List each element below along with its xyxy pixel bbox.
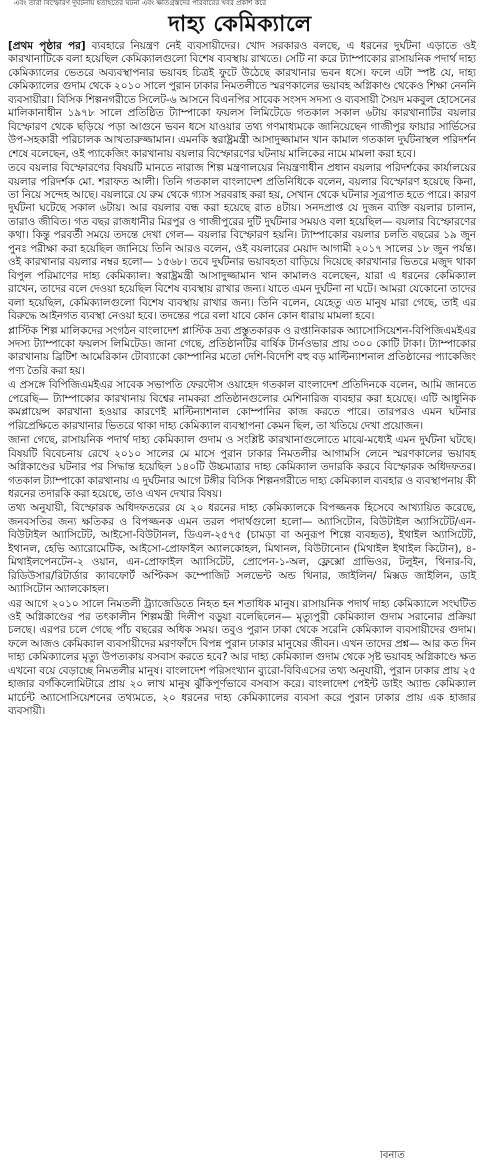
article-paragraph: তথ্য অনুযায়ী, বিস্ফোরক অধিদফতরের যে ২০ ধরনের দাহ্য কেমিক্যালকে বিপজ্জনক হিসেবে আখ্যায়িত করেছে, জনবসতির জন্য ক্ষতিকর ও বিপজ্জনক এমন তরল পদার্থগুলো হলো— অ্যাসিটোন, বিউটাইল অ্যাসিটেট/এন-বিউটাইল অ্যাসিটেট, আইসো-বিউটানল, ডিএল-২৫৭৫ (চামড়া বা অনুরূপ শিল্পে ব্যবহৃত), ইথাইল অ্যাসিটেট, ইথানল, হেভি অ্যারোমেটিক, আইসো-প্রোফাইল অ্যালকোহল, মিথানল, বিউটানোন (মিথাইল ইথাইল কিটোন), ৪-মিথাইলপেনটেন-২ ওয়ান, এন-প্রোফাইল অ্যাসিটেট, প্রোপেন-১-অল, ফ্লেক্সো গ্রাভিওর, টলুইন, থিনার-বি, রিডিউসার/রিটার্ডার ক্যাবফোর্ট অপ্টিকস কম্পোজিট সলভেন্ট অন্ড থিনার, জাইলিন/ মিক্সড জাইলিন, ডাই অ্যাসিটোন অ্যালকোহল। <box>8 502 476 596</box>
article-paragraph: জানা গেছে, রাসায়নিক পদার্থ দাহ্য কেমিক্যাল গুদাম ও সংশ্লিষ্ট কারখানাগুলোতে মাঝে-মধ্যেই এমন দুর্ঘটনা ঘটছে। বিষয়টি বিবেচনায় রেখে ২০১০ সালের মে মাসে পুরান ঢাকার নিমতলীর আগামসি লেনে স্মরণকালের ভয়াবহ অগ্নিকাণ্ডের ঘটনার পর সিদ্ধান্ত হয়েছিল ১৪০টি উচ্চমাত্রার দাহ্য কেমিক্যাল তদারকি করবে বিস্ফোরক অধিদফতর। গতকাল ট্যাম্পাকো কারখানায় এ দুর্ঘটনার আগে টঙ্গীর বিসিক শিল্পনগরীতে দাহ্য কেমিক্যাল ব্যবহার ও ব্যবস্থাপনায় কী ধরনের তদারকি করা হয়েছে, তাও এখন দেখার বিষয়। <box>8 434 476 500</box>
previous-article-fragment: এবং তারা বিস্ফোরণ দুর্ঘটনায় হতাহতের ঘটনা এবং ক্ষতিগ্রস্তদের পরিবারের খবর প্রকাশ করে <box>14 0 267 7</box>
next-article-fragment: বিনীত <box>380 1151 405 1159</box>
article-paragraph: প্লাস্টিক শিল্প মালিকদের সংগঠন বাংলাদেশ প্লাস্টিক দ্রব্য প্রস্তুতকারক ও রপ্তানিকারক অ্যাসোসিয়েশন-বিপিজিএমইএর সদস্য ট্যাম্পাকো ফয়লস লিমিটেড। জানা গেছে, প্রতিষ্ঠানটির বার্ষিক টার্নওভার প্রায় ৩০০ কোটি টাকা। ট্যাম্পাকোর কারখানায় ব্রিটিশ আমেরিকান টোব্যাকো কোম্পানির মতো দেশি-বিদেশি বহু বড় মাল্টিন্যাশনাল প্রতিষ্ঠানের প্যাকেজিং পণ্য তৈরি করা হয়। <box>8 324 476 377</box>
paragraph-text: ব্যবহারে নিয়ন্ত্রণ নেই ব্যবসায়ীদের। খোদ সরকারও বলছে, এ ধরনের দুর্ঘটনা এড়াতে ওই কারখানাটিকে বলা হয়েছিল কেমিক্যালগুলো বিশেষ ব্যবস্থায় রাখতে। সেটি না করে ট্যাম্পাকোর রাসায়নিক পদার্থ দাহ্য কেমিক্যালের ভেতরে অব্যবস্থাপনার ভয়াবহ চিত্রই ফুটে উঠেছে কারখানার ভবন ধসে। ফলে এটা স্পষ্ট যে, দাহ্য কেমিক্যালের গুদাম থেকে ২০১০ সালে পুরান ঢাকার নিমতলীতে স্মরণকালের ভয়াবহ অগ্নিকাণ্ড থেকেও শিক্ষা নেননি ব্যবসায়ীরা। বিসিক শিল্পনগরীতে সিলেট-৬ আসনে বিএনপির সাবেক সংসদ সদস্য ও ব্যবসায়ী সৈয়দ মকবুল হোসেনের মালিকানাধীন ১৯৭৮ সালে প্রতিষ্ঠিত ট্যাম্পাকো ফয়লস লিমিটেডে গতকাল সকাল ৬টায় কারখানাটির বয়লার বিস্ফোরণ থেকে ছড়িয়ে পড়া আগুনে ভবন ধসে যাওয়ার তথ্য গণমাধ্যমকে জানিয়েছেন গাজীপুর ফায়ার সার্ভিসের উপ-সহকারী পরিচালক আখতারুজ্জামান। এমনকি স্বরাষ্ট্রমন্ত্রী আসাদুজ্জামান খান কামাল গতকাল দুর্ঘটনাস্থল পরিদর্শন শেষে বলেছেন, ওই প্যাকেজিং কারখানায় বয়লার বিস্ফোরণের ঘটনায় মালিকের নামে মামলা করা হবে। <box>8 40 476 160</box>
article-paragraph: এ প্রসঙ্গে বিপিজিএমইএর সাবেক সভাপতি ফেরদৌস ওয়াহেদ গতকাল বাংলাদেশ প্রতিদিনকে বলেন, আমি জানতে পেরেছি— ট্যাম্পাকোর কারখানায় বিশ্বের নামকরা প্রতিষ্ঠানগুলোর মেশিনারিজ ব্যবহার করা হয়েছে। এটি আধুনিক কমপ্লায়েন্স কারখানা হওয়ার কারণেই মাল্টিন্যাশনাল কোম্পানির কাজ করতে পারে। তারপরও এমন ঘটনার পরিপ্রেক্ষিতে কারখানার ভিতরে থাকা দাহ্য কেমিক্যাল ব্যবস্থাপনা কেমন ছিল, তা খতিয়ে দেখা প্রয়োজন। <box>8 379 476 432</box>
article-paragraph: তবে বয়লার বিস্ফোরণের বিষয়টি মানতে নারাজ শিল্প মন্ত্রণালয়ের নিয়ন্ত্রণাধীন প্রধান বয়লার পরিদর্শকের কার্যালয়ের বয়লার পরিদর্শক মো. শরাফত আলী। তিনি গতকাল বাংলাদেশ প্রতিনিধিকে বলেন, বয়লার বিস্ফোরণ হয়েছে কিনা, তা নিয়ে সন্দেহ আছে। বয়লারে যে রুম থেকে গ্যাস সরবরাহ করা হয়, সেখান থেকে ঘটনার সূত্রপাত হতে পারে। কারণ দুর্ঘটনা ঘটেছে সকাল ৬টায়। আর বয়লার বন্ধ করা হয়েছে রাত ৪টায়। সনদপ্রাপ্ত যে দুজন ব্যক্তি বয়লার চালান, তারাও জীবিত। গত বছর রাজধানীর মিরপুর ও গাজীপুরের দুটি দুর্ঘটনার সময়ও বলা হয়েছিল— বয়লার বিস্ফোরণের কথা। কিন্তু পরবর্তী সময়ে তদন্তে দেখা গেল— বয়লার বিস্ফোরণ হয়নি। ট্যাম্পাকোর বয়লার চলতি বছরের ১৯ জুন পুনঃ পরীক্ষা করা হয়েছিল জানিয়ে তিনি আরও বলেন, ওই বয়লারের মেয়াদ আগামী ২০১৭ সালের ১৮ জুন পর্যন্ত। ওই কারখানার বয়লার নম্বর হলো— ১৫৬৮। তবে দুর্ঘটনার ভয়াবহতা বাড়িয়ে দিয়েছে কারখানার ভিতরে মজুদ থাকা বিপুল পরিমাণের দাহ্য কেমিক্যাল। স্বরাষ্ট্রমন্ত্রী আসাদুজ্জামান খান কামালও বলেছেন, যারা এ ধরনের কেমিক্যাল রাখেন, তাদের বলে দেওয়া হয়েছিল বিশেষ ব্যবস্থায় রাখার জন্য। যাতে এমন দুর্ঘটনা না ঘটে। আমরা যেকোনো তাদের বলা হয়েছিল, কেমিক্যালগুলো বিশেষ ব্যবস্থায় রাখার জন্য। তিনি বলেন, যেহেতু এত মানুষ মারা গেছে, তাই এর বিরুদ্ধে আইনগত ব্যবস্থা নেওয়া হবে। তদন্তের পরে বলা যাবে কোন কোন ধারায় মামলা হবে। <box>8 162 476 323</box>
article-paragraph <box>8 40 476 161</box>
article-paragraph: এর আগে ২০১০ সালে নিমতলী ট্র্যাজেডিতে নিহত হন শতাধিক মানুষ। রাসায়নিক পদার্থ দাহ্য কেমিক্যালে সংঘটিত ওই অগ্নিকাণ্ডের পর তৎকালীন শিল্পমন্ত্রী দিলীপ বড়ুয়া বলেছিলেন— মৃত্যুপুরী কেমিক্যাল গুদাম সরানোর প্রক্রিয়া চলছে। এরপর চলে গেছে পাঁচ বছরের অধিক সময়। তবুও পুরান ঢাকা থেকে সরেনি কেমিক্যাল ব্যবসায়ীদের গুদাম। ফলে আজও কেমিক্যাল ব্যবসায়ীদের মরণফাঁদে বিপন্ন পুরান ঢাকার মানুষের জীবন। এখন তাদের প্রশ্ন— আর কত দিন দাহ্য কেমিক্যালের মৃত্যু উপত্যকায় বসবাস করতে হবে? আর দাহ্য কেমিক্যাল গুদাম থেকে সৃষ্ট ভয়াবহ অগ্নিকাণ্ডে ক্ষত এখনো বয়ে বেড়াচ্ছে নিমতলীর মানুষ। বাংলাদেশ পরিসংখ্যান ব্যুরো-বিবিএসের তথ্য অনুযায়ী, পুরান ঢাকার প্রায় ২৫ হাজার বর্গকিলোমিটারে প্রায় ২০ লাখ মানুষ ঝুঁকিপূর্ণভাবে বসবাস করে। বাংলাদেশ পেইন্ট ডাইং অ্যান্ড কেমিক্যাল মার্চেন্ট অ্যাসোসিয়েশনের তথ্যমতে, ২০ ধরনের দাহ্য কেমিক্যালের ব্যবসা করে পুরান ঢাকার প্রায় এক হাজার ব্যবসায়ী। <box>8 597 476 718</box>
article-body <box>0 40 480 719</box>
continuation-label: [প্রথম পৃষ্ঠার পর] <box>8 40 86 52</box>
article-headline: দাহ্য কেমিক্যালে <box>168 11 312 37</box>
